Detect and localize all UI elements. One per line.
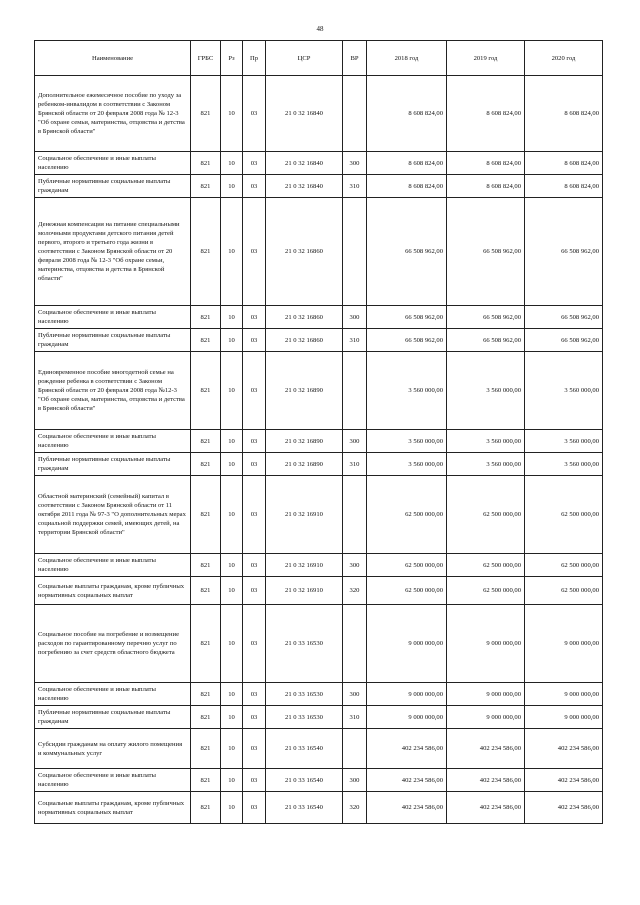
vr-cell: 300 [343,683,367,706]
pr-cell: 03 [243,476,266,554]
pr-cell: 03 [243,554,266,577]
grbs-cell: 821 [191,175,221,198]
amount-2018-cell: 8 608 824,00 [367,76,447,152]
pr-cell: 03 [243,453,266,476]
rz-cell: 10 [221,198,243,306]
row-name-cell: Социальное пособие на погребение и возмещение расходов по гарантированному перечню услуг по погребению за счет средств областного бюджета [35,605,191,683]
vr-cell: 320 [343,792,367,824]
rz-cell: 10 [221,76,243,152]
row-name-cell: Социальное обеспечение и иные выплаты населению [35,430,191,453]
vr-cell: 300 [343,152,367,175]
pr-cell: 03 [243,306,266,329]
csr-cell: 21 0 32 16860 [266,329,343,352]
header-vr: ВР [343,41,367,76]
amount-2018-cell: 9 000 000,00 [367,706,447,729]
amount-2019-cell: 8 608 824,00 [447,76,525,152]
amount-2020-cell: 8 608 824,00 [525,76,603,152]
amount-2020-cell: 62 500 000,00 [525,554,603,577]
row-name-cell: Социальное обеспечение и иные выплаты населению [35,306,191,329]
csr-cell: 21 0 33 16530 [266,605,343,683]
vr-cell [343,729,367,769]
rz-cell: 10 [221,706,243,729]
pr-cell: 03 [243,198,266,306]
table-row [35,605,603,683]
csr-cell: 21 0 32 16840 [266,175,343,198]
rz-cell: 10 [221,453,243,476]
amount-2019-cell: 3 560 000,00 [447,352,525,430]
table-row [35,198,603,306]
csr-cell: 21 0 32 16890 [266,430,343,453]
pr-cell: 03 [243,577,266,605]
amount-2020-cell: 62 500 000,00 [525,476,603,554]
amount-2020-cell: 402 234 586,00 [525,792,603,824]
rz-cell: 10 [221,352,243,430]
amount-2019-cell: 402 234 586,00 [447,729,525,769]
grbs-cell: 821 [191,683,221,706]
amount-2020-cell: 8 608 824,00 [525,175,603,198]
amount-2018-cell: 66 508 962,00 [367,329,447,352]
grbs-cell: 821 [191,152,221,175]
amount-2020-cell: 66 508 962,00 [525,329,603,352]
amount-2020-cell: 9 000 000,00 [525,683,603,706]
amount-2018-cell: 8 608 824,00 [367,152,447,175]
rz-cell: 10 [221,476,243,554]
rz-cell: 10 [221,577,243,605]
amount-2018-cell: 66 508 962,00 [367,306,447,329]
rz-cell: 10 [221,729,243,769]
header-2018: 2018 год [367,41,447,76]
row-name-cell: Социальное обеспечение и иные выплаты населению [35,683,191,706]
amount-2020-cell: 9 000 000,00 [525,706,603,729]
grbs-cell: 821 [191,554,221,577]
table-row [35,430,603,453]
amount-2020-cell: 66 508 962,00 [525,198,603,306]
rz-cell: 10 [221,792,243,824]
csr-cell: 21 0 32 16890 [266,453,343,476]
grbs-cell: 821 [191,76,221,152]
amount-2018-cell: 62 500 000,00 [367,577,447,605]
vr-cell [343,76,367,152]
row-name-cell: Денежная компенсация на питание специальными молочными продуктами детского питания детей первого, второго и третьего года жизни в соответствии с Законом Брянской области от 20 февраля 2008 года № 12-3 "Об охране семьи, материнства, отцовства и детства в Брянской области" [35,198,191,306]
amount-2019-cell: 8 608 824,00 [447,152,525,175]
grbs-cell: 821 [191,329,221,352]
amount-2018-cell: 3 560 000,00 [367,453,447,476]
pr-cell: 03 [243,352,266,430]
csr-cell: 21 0 33 16530 [266,706,343,729]
grbs-cell: 821 [191,706,221,729]
vr-cell: 310 [343,175,367,198]
row-name-cell: Субсидии гражданам на оплату жилого помещения и коммунальных услуг [35,729,191,769]
grbs-cell: 821 [191,453,221,476]
vr-cell: 300 [343,430,367,453]
row-name-cell: Публичные нормативные социальные выплаты гражданам [35,175,191,198]
pr-cell: 03 [243,152,266,175]
header-csr: ЦСР [266,41,343,76]
table-row [35,152,603,175]
rz-cell: 10 [221,683,243,706]
table-row [35,476,603,554]
grbs-cell: 821 [191,352,221,430]
amount-2018-cell: 66 508 962,00 [367,198,447,306]
header-name: Наименование [35,41,191,76]
pr-cell: 03 [243,683,266,706]
amount-2020-cell: 9 000 000,00 [525,605,603,683]
rz-cell: 10 [221,769,243,792]
amount-2018-cell: 402 234 586,00 [367,792,447,824]
grbs-cell: 821 [191,430,221,453]
amount-2018-cell: 9 000 000,00 [367,683,447,706]
csr-cell: 21 0 32 16840 [266,152,343,175]
table-row [35,175,603,198]
amount-2020-cell: 402 234 586,00 [525,769,603,792]
table-row [35,453,603,476]
budget-table [34,40,603,824]
grbs-cell: 821 [191,198,221,306]
amount-2019-cell: 9 000 000,00 [447,683,525,706]
grbs-cell: 821 [191,306,221,329]
amount-2019-cell: 66 508 962,00 [447,306,525,329]
rz-cell: 10 [221,306,243,329]
csr-cell: 21 0 32 16840 [266,76,343,152]
vr-cell [343,352,367,430]
amount-2020-cell: 8 608 824,00 [525,152,603,175]
vr-cell: 300 [343,769,367,792]
vr-cell: 320 [343,577,367,605]
rz-cell: 10 [221,554,243,577]
pr-cell: 03 [243,76,266,152]
pr-cell: 03 [243,605,266,683]
amount-2019-cell: 9 000 000,00 [447,706,525,729]
rz-cell: 10 [221,605,243,683]
header-2019: 2019 год [447,41,525,76]
header-pr: Пр [243,41,266,76]
amount-2018-cell: 3 560 000,00 [367,352,447,430]
table-row [35,792,603,824]
vr-cell [343,198,367,306]
header-row [35,41,603,76]
amount-2019-cell: 66 508 962,00 [447,198,525,306]
amount-2020-cell: 402 234 586,00 [525,729,603,769]
vr-cell: 300 [343,306,367,329]
row-name-cell: Социальные выплаты гражданам, кроме публичных нормативных социальных выплат [35,577,191,605]
amount-2019-cell: 402 234 586,00 [447,769,525,792]
csr-cell: 21 0 33 16540 [266,792,343,824]
pr-cell: 03 [243,430,266,453]
row-name-cell: Единовременное пособие многодетной семье на рождение ребенка в соответствии с Законом Брянской области от 20 февраля 2008 года №12-3 "Об охране семьи, материнства, отцовства и детства в Брянской области" [35,352,191,430]
vr-cell: 300 [343,554,367,577]
pr-cell: 03 [243,729,266,769]
header-rz: Рз [221,41,243,76]
amount-2019-cell: 402 234 586,00 [447,792,525,824]
amount-2018-cell: 8 608 824,00 [367,175,447,198]
rz-cell: 10 [221,152,243,175]
row-name-cell: Дополнительное ежемесячное пособие по уходу за ребенком-инвалидом в соответствии с Законом Брянской области от 20 февраля 2008 года № 12-3 "Об охране семьи, материнства, отцовства и детства в Брянской области" [35,76,191,152]
grbs-cell: 821 [191,792,221,824]
table-row [35,683,603,706]
vr-cell: 310 [343,453,367,476]
csr-cell: 21 0 32 16890 [266,352,343,430]
amount-2019-cell: 62 500 000,00 [447,476,525,554]
vr-cell [343,605,367,683]
row-name-cell: Публичные нормативные социальные выплаты гражданам [35,706,191,729]
amount-2019-cell: 3 560 000,00 [447,430,525,453]
rz-cell: 10 [221,175,243,198]
page-number: 48 [316,25,324,33]
amount-2018-cell: 3 560 000,00 [367,430,447,453]
table-row [35,577,603,605]
amount-2020-cell: 3 560 000,00 [525,453,603,476]
csr-cell: 21 0 32 16910 [266,577,343,605]
table-row [35,554,603,577]
csr-cell: 21 0 33 16530 [266,683,343,706]
amount-2019-cell: 9 000 000,00 [447,605,525,683]
table-row [35,329,603,352]
grbs-cell: 821 [191,476,221,554]
csr-cell: 21 0 33 16540 [266,729,343,769]
amount-2019-cell: 62 500 000,00 [447,554,525,577]
grbs-cell: 821 [191,729,221,769]
row-name-cell: Публичные нормативные социальные выплаты гражданам [35,453,191,476]
vr-cell: 310 [343,329,367,352]
amount-2019-cell: 3 560 000,00 [447,453,525,476]
pr-cell: 03 [243,706,266,729]
csr-cell: 21 0 33 16540 [266,769,343,792]
pr-cell: 03 [243,329,266,352]
amount-2018-cell: 402 234 586,00 [367,729,447,769]
csr-cell: 21 0 32 16860 [266,306,343,329]
row-name-cell: Социальное обеспечение и иные выплаты населению [35,152,191,175]
amount-2019-cell: 8 608 824,00 [447,175,525,198]
grbs-cell: 821 [191,769,221,792]
grbs-cell: 821 [191,605,221,683]
header-grbs: ГРБС [191,41,221,76]
amount-2020-cell: 3 560 000,00 [525,430,603,453]
row-name-cell: Социальные выплаты гражданам, кроме публичных нормативных социальных выплат [35,792,191,824]
csr-cell: 21 0 32 16910 [266,476,343,554]
table-row [35,706,603,729]
row-name-cell: Областной материнский (семейный) капитал в соответствии с Законом Брянской области от 11 октября 2011 года № 97-3 "О дополнительных мерах социальной поддержки семей, имеющих детей, на территории Брянской области" [35,476,191,554]
row-name-cell: Социальное обеспечение и иные выплаты населению [35,769,191,792]
header-2020: 2020 год [525,41,603,76]
table-row [35,76,603,152]
row-name-cell: Публичные нормативные социальные выплаты гражданам [35,329,191,352]
table-row [35,306,603,329]
pr-cell: 03 [243,175,266,198]
table-row [35,769,603,792]
row-name-cell: Социальное обеспечение и иные выплаты населению [35,554,191,577]
grbs-cell: 821 [191,577,221,605]
rz-cell: 10 [221,329,243,352]
amount-2020-cell: 62 500 000,00 [525,577,603,605]
vr-cell [343,476,367,554]
csr-cell: 21 0 32 16860 [266,198,343,306]
csr-cell: 21 0 32 16910 [266,554,343,577]
table-row [35,352,603,430]
table-row [35,729,603,769]
amount-2018-cell: 9 000 000,00 [367,605,447,683]
pr-cell: 03 [243,769,266,792]
vr-cell: 310 [343,706,367,729]
amount-2019-cell: 62 500 000,00 [447,577,525,605]
amount-2019-cell: 66 508 962,00 [447,329,525,352]
amount-2020-cell: 66 508 962,00 [525,306,603,329]
pr-cell: 03 [243,792,266,824]
amount-2018-cell: 402 234 586,00 [367,769,447,792]
rz-cell: 10 [221,430,243,453]
amount-2020-cell: 3 560 000,00 [525,352,603,430]
amount-2018-cell: 62 500 000,00 [367,476,447,554]
amount-2018-cell: 62 500 000,00 [367,554,447,577]
